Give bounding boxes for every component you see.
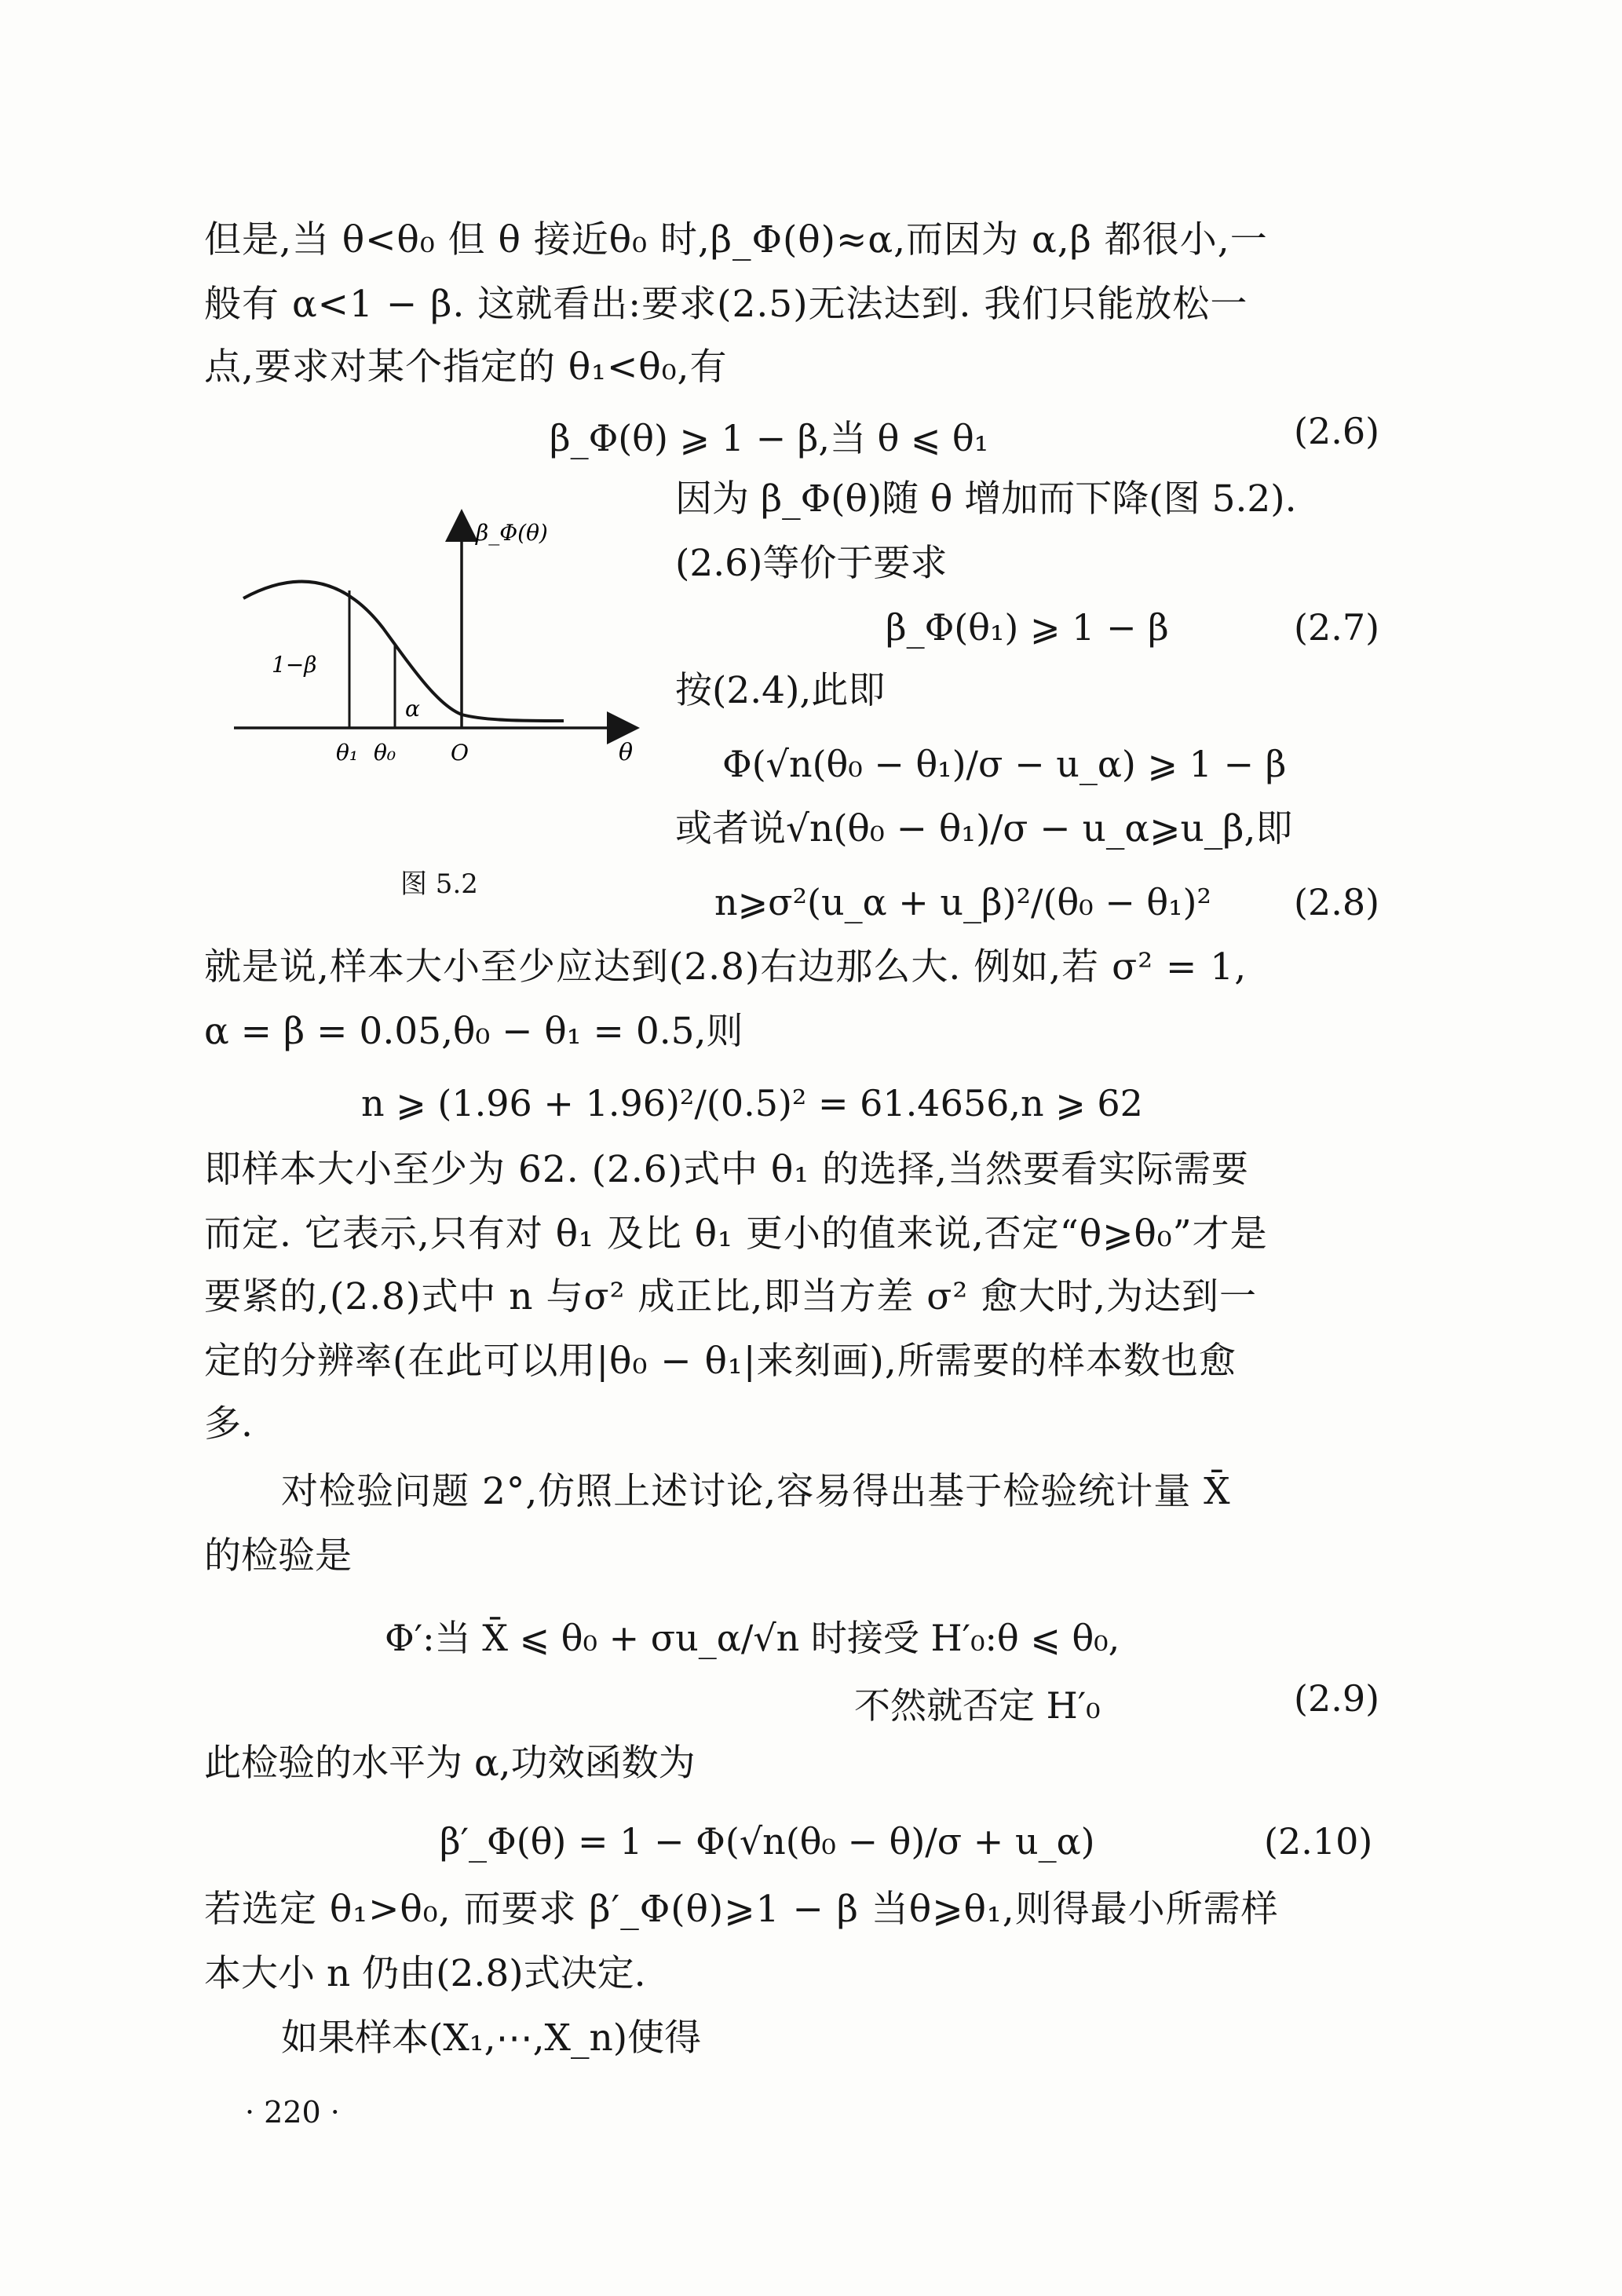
power-function-figure [226,503,650,785]
text-line: 如果样本(X₁,⋯,X_n)使得 [281,2016,702,2060]
text-line: 对检验问题 2°,仿照上述讨论,容易得出基于检验统计量 X̄ [281,1470,1231,1513]
text-line: (2.6)等价于要求 [675,542,948,585]
text-line: α = β = 0.05,θ₀ − θ₁ = 0.5,则 [204,1010,743,1053]
text-line: 般有 α<1 − β. 这就看出:要求(2.5)无法达到. 我们只能放松一 [204,283,1248,326]
equation-number: (2.8) [1294,881,1380,923]
text-line: 按(2.4),此即 [675,669,886,712]
y-axis-label: β_Φ(θ) [476,520,548,546]
text-line: 要紧的,(2.8)式中 n 与σ² 成正比,即当方差 σ² 愈大时,为达到一 [204,1275,1258,1318]
text-line: 的检验是 [204,1534,352,1578]
text-line: 定的分辨率(在此可以用|θ₀ − θ₁|来刻画),所需要的样本数也愈 [204,1340,1237,1383]
equation-2-7: β_Φ(θ₁) ⩾ 1 − β [886,606,1169,649]
figure-caption: 图 5.2 [400,868,478,900]
text-line: 此检验的水平为 α,功效函数为 [204,1742,696,1785]
text-line: 因为 β_Φ(θ)随 θ 增加而下降(图 5.2). [675,477,1297,521]
text-line: 即样本大小至少为 62. (2.6)式中 θ₁ 的选择,当然要看实际需要 [204,1148,1250,1191]
equation-2-10: β′_Φ(θ) = 1 − Φ(√n(θ₀ − θ)/σ + u_α) [440,1820,1095,1863]
equation-2-9-line2: 不然就否定 H′₀ [854,1684,1101,1727]
text-line: 多. [204,1402,253,1446]
text-line: 但是,当 θ<θ₀ 但 θ 接近θ₀ 时,β_Φ(θ)≈α,而因为 α,β 都很小,一 [204,218,1268,261]
equation-number: (2.6) [1294,410,1380,452]
equation-2-9-line1: Φ′:当 X̄ ⩽ θ₀ + σu_α/√n 时接受 H′₀:θ ⩽ θ₀, [385,1617,1120,1659]
page-number: · 220 · [245,2095,340,2130]
equation-number: (2.7) [1294,606,1380,649]
equation-2-6: β_Φ(θ) ⩾ 1 − β,当 θ ⩽ θ₁ [550,417,989,459]
text-line: 若选定 θ₁>θ₀, 而要求 β′_Φ(θ)⩾1 − β 当θ⩾θ₁,则得最小所需样 [204,1888,1279,1931]
equation-2-8: n⩾σ²(u_α + u_β)²/(θ₀ − θ₁)² [714,881,1211,923]
theta1-label: θ₁ [336,740,359,766]
theta0-label: θ₀ [374,740,396,766]
text-line: 本大小 n 仍由(2.8)式决定. [204,1952,646,1995]
text-line: 或者说√n(θ₀ − θ₁)/σ − u_α⩾u_β,即 [675,807,1293,850]
equation-number: (2.10) [1264,1820,1373,1863]
text-line: 点,要求对某个指定的 θ₁<θ₀,有 [204,345,728,389]
alpha-label: α [405,696,420,722]
text-line: 而定. 它表示,只有对 θ₁ 及比 θ₁ 更小的值来说,否定“θ⩾θ₀”才是 [204,1212,1268,1256]
one-minus-beta-label: 1−β [272,652,317,678]
x-axis-label: θ [619,739,634,766]
origin-label: O [451,740,469,766]
equation-phi: Φ(√n(θ₀ − θ₁)/σ − u_α) ⩾ 1 − β [722,743,1287,785]
text-line: 就是说,样本大小至少应达到(2.8)右边那么大. 例如,若 σ² = 1, [204,945,1248,989]
equation-n: n ⩾ (1.96 + 1.96)²/(0.5)² = 61.4656,n ⩾ 62 [361,1082,1143,1124]
equation-number: (2.9) [1294,1677,1380,1720]
